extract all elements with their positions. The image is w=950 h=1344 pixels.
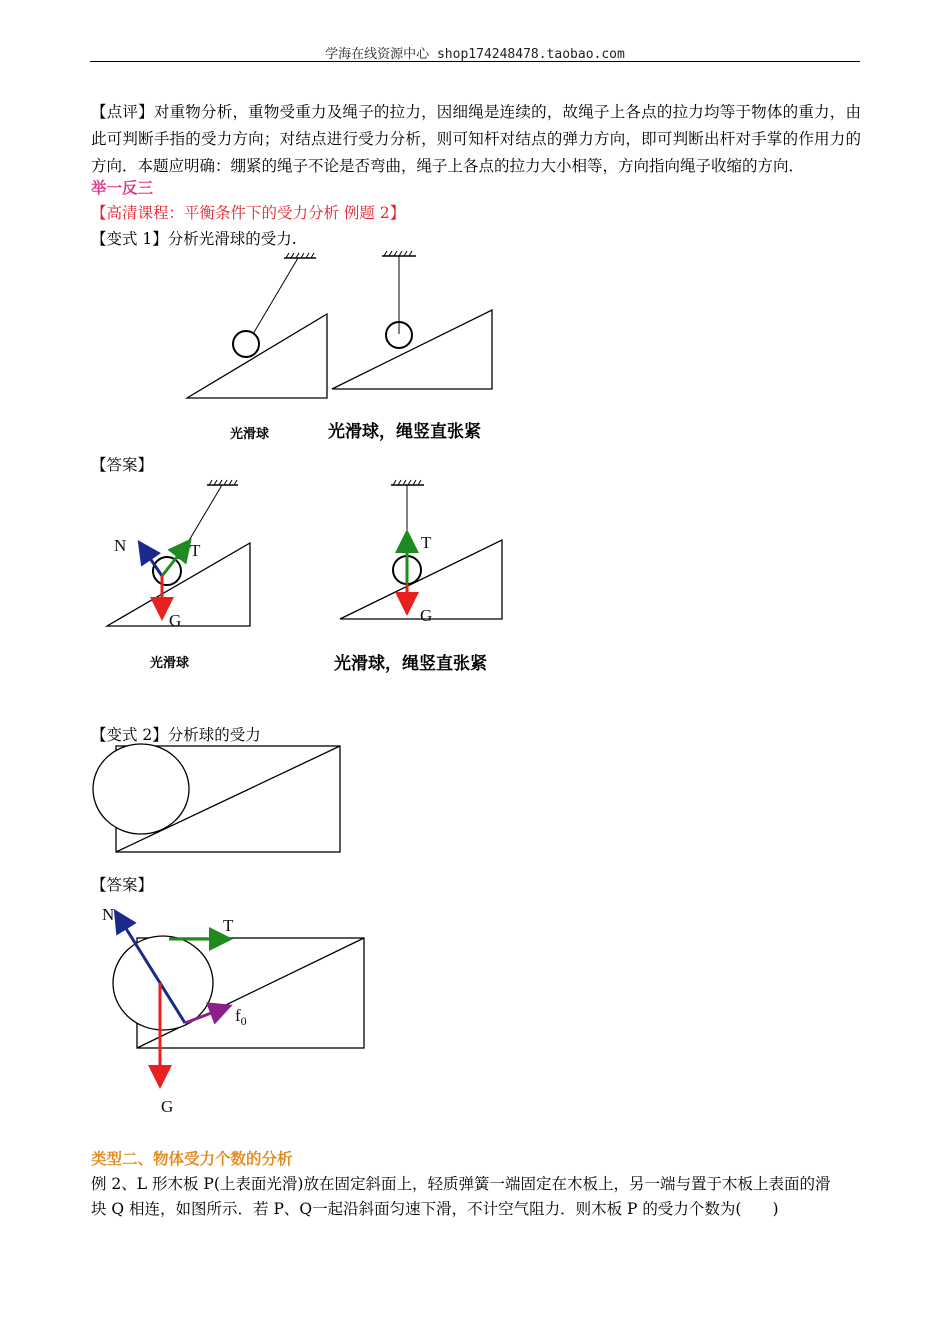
incline-right: [332, 310, 492, 389]
practice-title: 举一反三: [91, 178, 154, 197]
label-t-left: T: [190, 541, 201, 560]
rope-left: [253, 258, 298, 334]
label-g-right: G: [420, 606, 433, 625]
label-g-left: G: [169, 611, 182, 630]
ball-left: [233, 331, 259, 357]
answer1-figure: [100, 473, 520, 678]
page-header: 学海在线资源中心 shop174248478.taobao.com: [325, 47, 625, 62]
answer2-label: 【答案】: [91, 876, 154, 894]
variant2-figure: [88, 742, 348, 858]
caption-left: 光滑球: [230, 426, 270, 441]
course-reference: 【高清课程：平衡条件下的受力分析 例题 2】: [91, 204, 406, 222]
answer2-figure: [95, 895, 375, 1120]
comment-paragraph: 【点评】对重物分析，重物受重力及绳子的拉力，因细绳是连续的，故绳子上各点的拉力均等于物体的重力，由此可判断手指的受力方向；对结点进行受力分析，则可知杆对结点的弹力方向，即可判断出杆对手掌的作用力的方向．本题应明确：绷紧的绳子不论是否弯曲，绳子上各点的拉力大小相等，方向指向绳子收缩的方向．: [91, 103, 861, 175]
label-f0: $f_0$: [235, 1006, 247, 1028]
variant2-label: 【变式 2】分析球的受力: [91, 726, 261, 744]
ball: [93, 744, 189, 834]
caption-answer-right: 光滑球，绳竖直张紧: [334, 654, 487, 673]
label-t-right: T: [421, 533, 432, 552]
label-n: N: [102, 905, 115, 924]
ceiling-hatch-right: [382, 251, 416, 256]
header-divider: [90, 61, 860, 62]
answer-ball: [113, 936, 213, 1030]
label-g: G: [161, 1097, 174, 1116]
ceiling-hatch-left: [284, 253, 316, 258]
caption-answer-left: 光滑球: [150, 655, 190, 670]
caption-right: 光滑球，绳竖直张紧: [328, 422, 481, 441]
example2-line2: 块 Q 相连，如图所示．若 P、Q一起沿斜面匀速下滑，不计空气阻力．则木板 P 的受力个数为( ): [91, 1200, 779, 1218]
example2-line1: 例 2、L 形木板 P(上表面光滑)放在固定斜面上，轻质弹簧一端固定在木板上，另一端与置于木板上表面的滑: [91, 1175, 831, 1193]
force-t-arrow-left: [162, 543, 188, 576]
ceiling-hatch-answer-left: [207, 480, 238, 485]
label-t: T: [223, 916, 234, 935]
answer1-label: 【答案】: [91, 456, 154, 474]
label-n-left: N: [114, 536, 127, 555]
variant1-label: 【变式 1】分析光滑球的受力.: [91, 230, 297, 248]
ceiling-hatch-answer-right: [391, 480, 424, 485]
variant1-figure: [180, 248, 520, 448]
type2-title: 类型二、物体受力个数的分析: [91, 1149, 293, 1168]
